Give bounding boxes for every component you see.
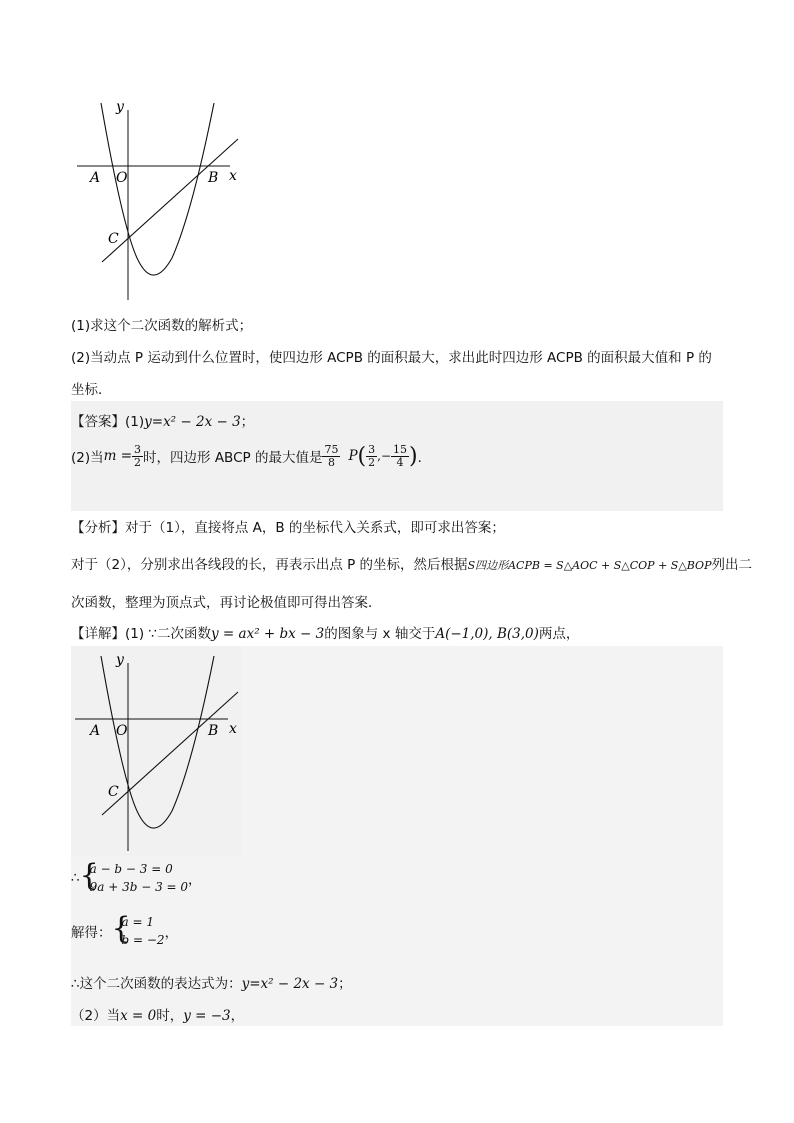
label-x: x (229, 168, 237, 184)
detail-line-1: 【详解】(1) ∵二次函数y = ax² + bx − 3的图象与 x 轴交于A(−1,0), B(3,0)两点， (71, 626, 580, 642)
expression-line: ∴这个二次函数的表达式为：y=x² − 2x − 3； (71, 976, 352, 992)
line-bc (102, 692, 238, 815)
parabola-figure-detail (72, 648, 242, 856)
analysis-tag: 【分析】 (71, 520, 125, 536)
analysis-line-3: 次函数，整理为顶点式，再讨论极值即可得出答案． (71, 595, 382, 611)
analysis-line-2: 对于（2），分别求出各线段的长，再表示出点 P 的坐标，然后根据S四边形ACPB = S△AOC + S△COP + S△BOP列出二 (71, 557, 752, 573)
detail-tag: 【详解】 (71, 626, 125, 642)
point-coords: ( $\frac{3}{2}$ ,− $\frac{15}{4}$ ) (357, 442, 418, 469)
system-2: 解得： { a = 1 b = −2 ， (71, 911, 179, 947)
label-y: y (116, 99, 124, 115)
parabola-figure-top (72, 95, 247, 305)
parabola-curve (101, 103, 214, 275)
label-a: A (90, 723, 101, 739)
answer-line-2: (2)当 m = $\frac{3}{2}$ 时，四边形 ABCP 的最大值是 $\frac{75}{8}$ P ( $\frac{3}{2}$ ,− $\frac{15}{4}$ ) ． (71, 442, 432, 469)
question-1: (1)求这个二次函数的解析式； (71, 318, 253, 334)
area-formula: S四边形ACPB = S△AOC + S△COP + S△BOP (467, 559, 712, 572)
label-c: C (108, 231, 119, 247)
label-a: A (90, 170, 101, 186)
label-o: O (116, 723, 128, 739)
label-b: B (208, 723, 219, 739)
analysis-line-1: 【分析】对于（1），直接将点 A，B 的坐标代入关系式，即可求出答案； (71, 520, 505, 536)
system-1: ∴ { a − b − 3 = 0 9a + 3b − 3 = 0 ， (71, 858, 202, 894)
question-2-line1: (2)当动点 P 运动到什么位置时，使四边形 ACPB 的面积最大，求出此时四边形 ACPB 的面积最大值和 P 的 (71, 350, 712, 366)
label-x: x (229, 721, 237, 737)
answer-formula-1: y=x² − 2x − 3 (144, 414, 241, 430)
label-o: O (116, 170, 128, 186)
line-bc (102, 139, 238, 262)
question-2-line2: 坐标． (71, 382, 112, 398)
fraction-m: $\frac{3}{2}$ (134, 442, 142, 469)
fraction-max: $\frac{75}{8}$ (324, 442, 339, 469)
label-y: y (116, 652, 124, 668)
answer-tag: 【答案】 (71, 414, 125, 430)
label-b: B (208, 170, 219, 186)
parabola-curve (101, 656, 214, 828)
part2-line: （2）当x = 0时，y = −3， (71, 1008, 245, 1024)
answer-line-1: 【答案】(1)y=x² − 2x − 3； (71, 414, 255, 430)
label-c: C (108, 784, 119, 800)
